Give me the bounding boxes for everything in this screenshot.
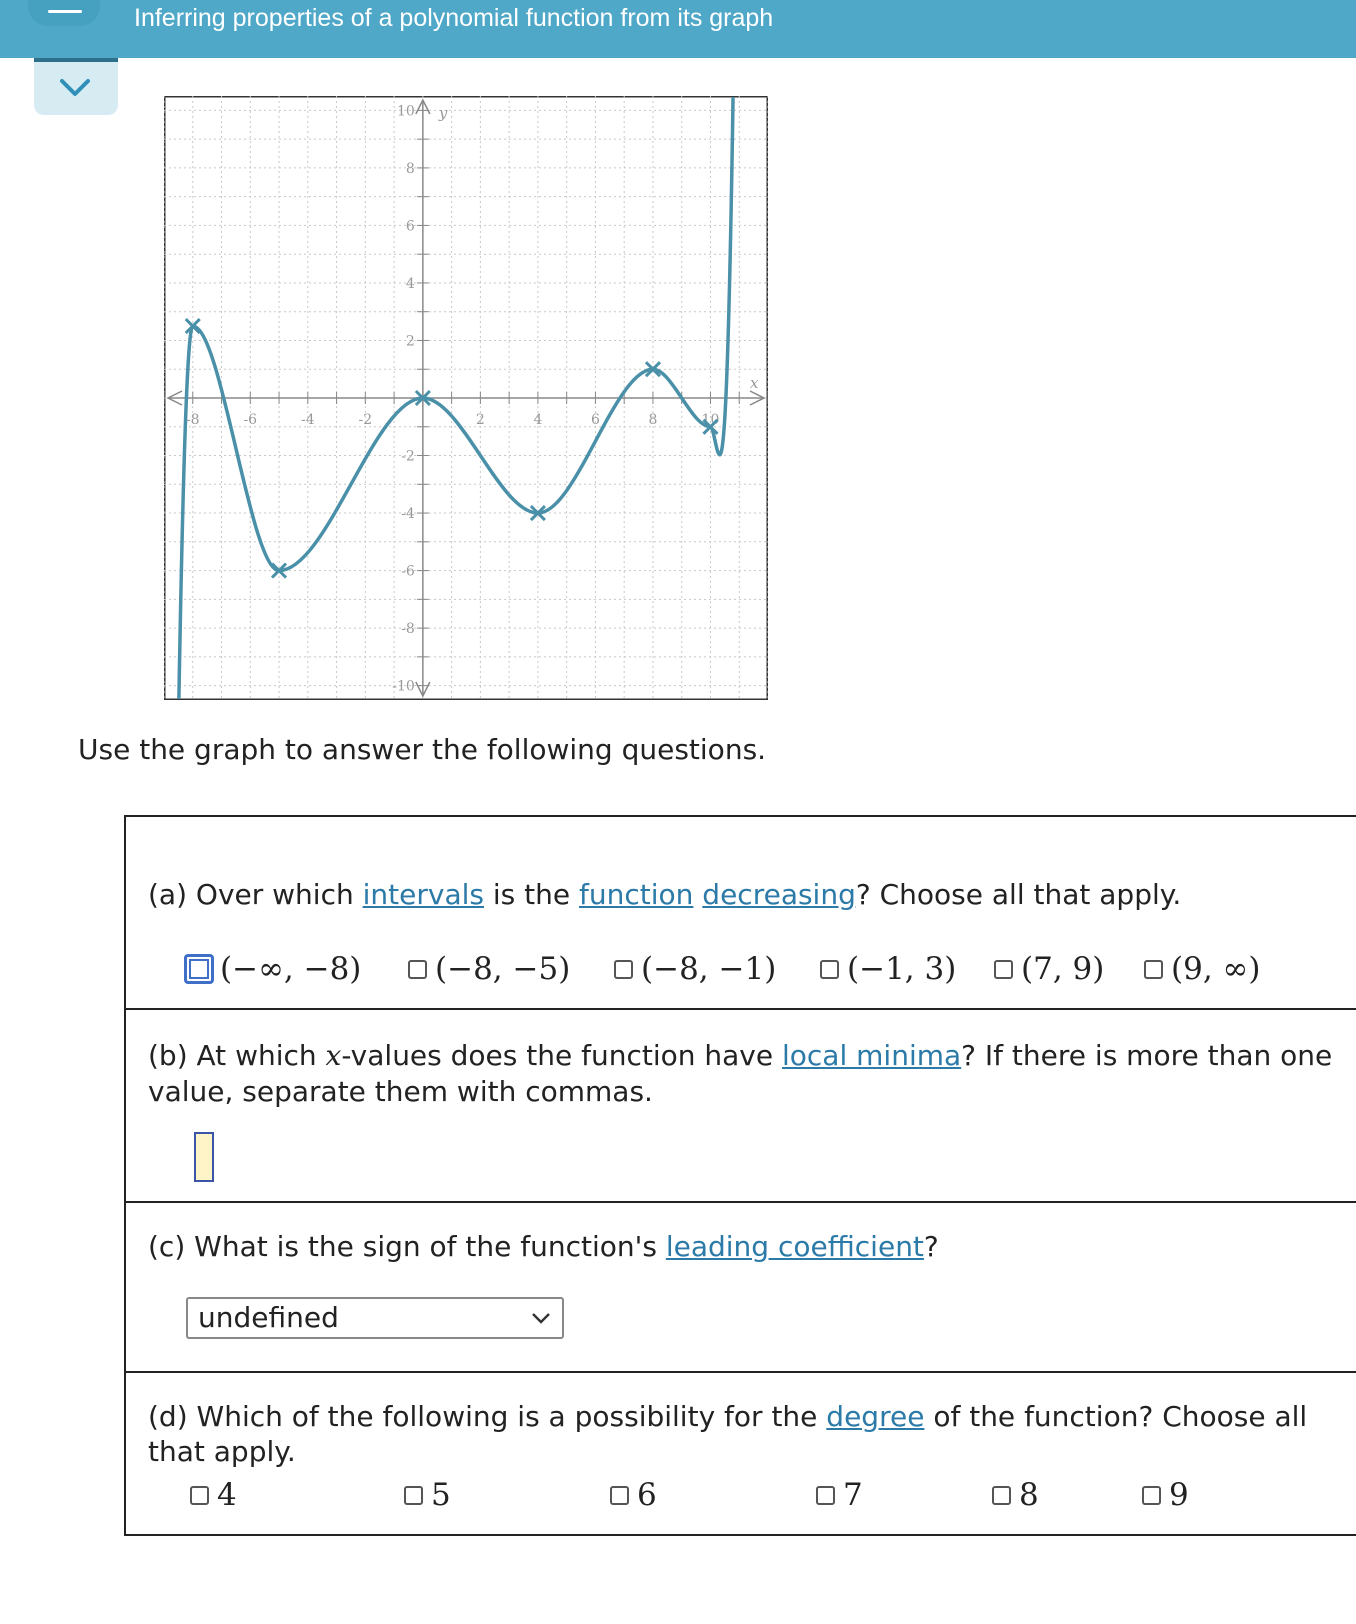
sign-select-value: undefined xyxy=(198,1301,339,1334)
option-a-6[interactable]: (9, ∞) xyxy=(1144,951,1260,987)
y-tick-label: 8 xyxy=(405,160,415,177)
x-tick-label: 2 xyxy=(475,412,485,428)
x-tick-label: 6 xyxy=(590,412,600,428)
checkbox[interactable] xyxy=(184,954,214,984)
question-d-text-line2: that apply. xyxy=(148,1435,296,1468)
y-tick-label: -8 xyxy=(401,621,415,638)
question-b-text-line2: value, separate them with commas. xyxy=(148,1075,653,1108)
function-link[interactable]: function xyxy=(579,878,694,911)
question-a-box xyxy=(124,815,1356,1010)
chevron-down-icon xyxy=(58,74,92,100)
checkbox[interactable] xyxy=(816,1486,835,1505)
checkbox[interactable] xyxy=(994,960,1013,979)
x-tick-label: 10 xyxy=(701,412,720,428)
checkbox[interactable] xyxy=(1142,1486,1161,1505)
chevron-down-icon xyxy=(530,1308,552,1328)
question-c-box xyxy=(124,1201,1356,1373)
question-d-text: (d) Which of the following is a possibility for the degree of the function? Choose all xyxy=(148,1400,1308,1433)
header-bar xyxy=(0,0,1356,58)
sign-select[interactable] xyxy=(186,1297,564,1339)
option-a-2[interactable]: (−8, −5) xyxy=(408,951,570,987)
y-tick-label: -6 xyxy=(401,563,415,580)
y-tick-label: 10 xyxy=(397,103,415,120)
leading-coefficient-link[interactable]: leading coefficient xyxy=(665,1230,924,1263)
x-tick-label: -6 xyxy=(243,412,258,428)
y-axis-label: y xyxy=(438,104,448,122)
page-title: Inferring properties of a polynomial function from its graph xyxy=(134,4,774,32)
checkbox[interactable] xyxy=(992,1486,1011,1505)
checkbox[interactable] xyxy=(408,960,427,979)
y-tick-label: -2 xyxy=(401,448,415,465)
intervals-link[interactable]: intervals xyxy=(362,878,484,911)
x-tick-label: -8 xyxy=(185,412,200,428)
option-a-5[interactable]: (7, 9) xyxy=(994,951,1104,987)
checkbox[interactable] xyxy=(190,1486,209,1505)
y-tick-label: -10 xyxy=(392,678,415,695)
checkbox[interactable] xyxy=(1144,960,1163,979)
option-d-1[interactable]: 4 xyxy=(190,1477,237,1513)
local-minima-link[interactable]: local minima xyxy=(782,1039,962,1072)
x-tick-label: 8 xyxy=(648,412,658,428)
option-d-5[interactable]: 8 xyxy=(992,1477,1039,1513)
local-minima-input[interactable] xyxy=(194,1132,214,1182)
polynomial-graph xyxy=(164,96,768,700)
question-c-text: (c) What is the sign of the function's leading coefficient? xyxy=(148,1230,939,1263)
collapse-button[interactable] xyxy=(34,58,118,115)
checkbox[interactable] xyxy=(614,960,633,979)
x-axis-label: x xyxy=(750,374,759,392)
y-tick-label: 2 xyxy=(405,333,415,350)
checkbox[interactable] xyxy=(820,960,839,979)
y-tick-label: 6 xyxy=(405,218,415,235)
option-d-3[interactable]: 6 xyxy=(610,1477,657,1513)
option-a-3[interactable]: (−8, −1) xyxy=(614,951,776,987)
graph-canvas xyxy=(164,96,768,700)
degree-link[interactable]: degree xyxy=(826,1400,925,1433)
option-d-6[interactable]: 9 xyxy=(1142,1477,1189,1513)
menu-button[interactable] xyxy=(28,0,100,26)
menu-icon xyxy=(48,10,82,13)
option-a-4[interactable]: (−1, 3) xyxy=(820,951,956,987)
question-b-box xyxy=(124,1008,1356,1203)
question-b-text: (b) At which x-values does the function have local minima? If there is more than one xyxy=(148,1039,1333,1072)
option-a-1[interactable]: (−∞, −8) xyxy=(184,951,361,987)
option-d-2[interactable]: 5 xyxy=(404,1477,451,1513)
option-d-4[interactable]: 7 xyxy=(816,1477,863,1513)
x-tick-label: 4 xyxy=(533,412,543,428)
question-a-text: (a) Over which intervals is the function decreasing? Choose all that apply. xyxy=(148,878,1182,911)
decreasing-link[interactable]: decreasing xyxy=(702,878,856,911)
question-d-box xyxy=(124,1371,1356,1536)
x-tick-label: -4 xyxy=(300,412,315,428)
checkbox[interactable] xyxy=(404,1486,423,1505)
y-tick-label: -4 xyxy=(401,506,415,523)
y-tick-label: 4 xyxy=(405,275,415,292)
instructions-text: Use the graph to answer the following questions. xyxy=(78,733,767,766)
checkbox[interactable] xyxy=(610,1486,629,1505)
x-tick-label: -2 xyxy=(358,412,373,428)
